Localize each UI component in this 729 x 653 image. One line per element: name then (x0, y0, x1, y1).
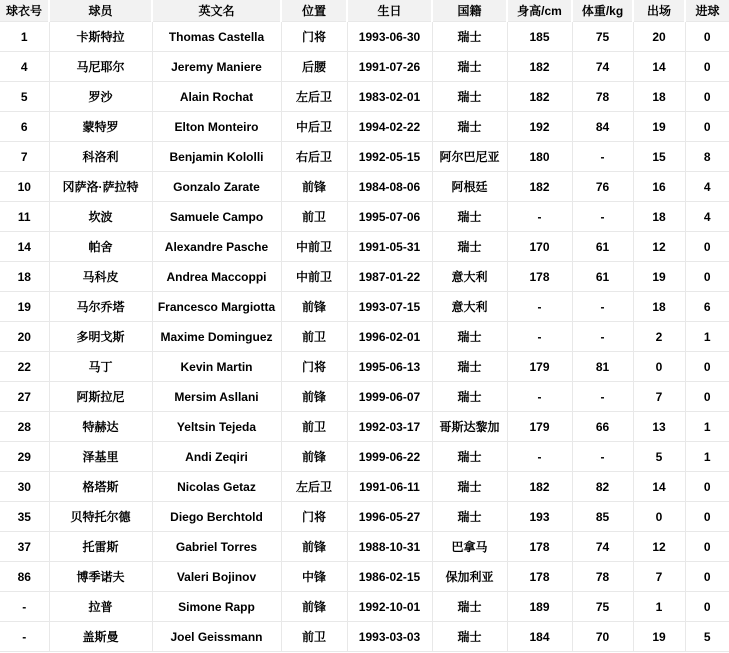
table-cell: 6 (0, 112, 49, 142)
table-cell: 84 (572, 112, 633, 142)
table-cell: 61 (572, 262, 633, 292)
table-cell: Diego Berchtold (152, 502, 281, 532)
table-row (0, 52, 729, 82)
table-cell: - (507, 322, 572, 352)
table-cell: - (0, 622, 49, 652)
table-cell: 20 (633, 22, 685, 52)
table-cell: Benjamin Kololli (152, 142, 281, 172)
table-cell: 阿斯拉尼 (49, 382, 152, 412)
table-cell: 前卫 (281, 202, 347, 232)
table-cell: - (572, 322, 633, 352)
table-cell: Gabriel Torres (152, 532, 281, 562)
table-cell: 0 (685, 592, 729, 622)
table-cell: 左后卫 (281, 82, 347, 112)
table-cell: Alain Rochat (152, 82, 281, 112)
table-cell: Thomas Castella (152, 22, 281, 52)
table-row (0, 22, 729, 52)
table-cell: 1987-01-22 (347, 262, 432, 292)
table-cell: 哥斯达黎加 (432, 412, 507, 442)
column-header: 位置 (281, 0, 347, 22)
table-cell: 1995-07-06 (347, 202, 432, 232)
table-body (0, 22, 729, 652)
table-cell: - (0, 592, 49, 622)
table-cell: 瑞士 (432, 622, 507, 652)
table-row (0, 232, 729, 262)
table-cell: - (507, 202, 572, 232)
table-cell: 瑞士 (432, 202, 507, 232)
table-cell: 前卫 (281, 322, 347, 352)
table-cell: 0 (685, 232, 729, 262)
table-cell: 1993-06-30 (347, 22, 432, 52)
table-cell: 卡斯特拉 (49, 22, 152, 52)
table-cell: 中前卫 (281, 232, 347, 262)
table-cell: Nicolas Getaz (152, 472, 281, 502)
table-cell: 4 (0, 52, 49, 82)
table-cell: 19 (633, 262, 685, 292)
table-cell: 1992-03-17 (347, 412, 432, 442)
table-cell: 科洛利 (49, 142, 152, 172)
table-cell: 189 (507, 592, 572, 622)
column-header: 进球 (685, 0, 729, 22)
table-cell: 5 (685, 622, 729, 652)
column-header: 球衣号 (0, 0, 49, 22)
table-cell: 1991-07-26 (347, 52, 432, 82)
table-cell: 0 (685, 52, 729, 82)
table-cell: 61 (572, 232, 633, 262)
table-cell: 蒙特罗 (49, 112, 152, 142)
table-cell: 马尼耶尔 (49, 52, 152, 82)
table-cell: Andrea Maccoppi (152, 262, 281, 292)
table-cell: 0 (633, 352, 685, 382)
column-header: 英文名 (152, 0, 281, 22)
table-cell: 1995-06-13 (347, 352, 432, 382)
table-cell: Valeri Bojinov (152, 562, 281, 592)
table-cell: 76 (572, 172, 633, 202)
table-row (0, 412, 729, 442)
table-cell: 1988-10-31 (347, 532, 432, 562)
table-cell: 1996-05-27 (347, 502, 432, 532)
table-cell: 马科皮 (49, 262, 152, 292)
table-cell: 10 (0, 172, 49, 202)
table-cell: Mersim Asllani (152, 382, 281, 412)
table-cell: 左后卫 (281, 472, 347, 502)
table-cell: Samuele Campo (152, 202, 281, 232)
table-row (0, 502, 729, 532)
table-cell: 78 (572, 82, 633, 112)
table-cell: 78 (572, 562, 633, 592)
table-cell: 瑞士 (432, 472, 507, 502)
table-cell: 193 (507, 502, 572, 532)
table-cell: 8 (685, 142, 729, 172)
table-cell: 185 (507, 22, 572, 52)
table-row (0, 292, 729, 322)
table-cell: 16 (633, 172, 685, 202)
table-row (0, 352, 729, 382)
table-cell: 15 (633, 142, 685, 172)
column-header: 球员 (49, 0, 152, 22)
table-cell: 阿尔巴尼亚 (432, 142, 507, 172)
table-cell: 意大利 (432, 262, 507, 292)
table-cell: 瑞士 (432, 352, 507, 382)
column-header: 身高/cm (507, 0, 572, 22)
table-cell: 170 (507, 232, 572, 262)
table-cell: Kevin Martin (152, 352, 281, 382)
table-cell: 14 (633, 472, 685, 502)
table-cell: 182 (507, 172, 572, 202)
table-cell: 182 (507, 82, 572, 112)
table-cell: 前锋 (281, 532, 347, 562)
table-cell: 中后卫 (281, 112, 347, 142)
table-cell: 81 (572, 352, 633, 382)
table-cell: 66 (572, 412, 633, 442)
table-row (0, 532, 729, 562)
table-cell: 0 (685, 22, 729, 52)
table-cell: 1996-02-01 (347, 322, 432, 352)
table-cell: 192 (507, 112, 572, 142)
table-cell: Francesco Margiotta (152, 292, 281, 322)
table-cell: 180 (507, 142, 572, 172)
table-cell: 帕舍 (49, 232, 152, 262)
table-cell: 意大利 (432, 292, 507, 322)
table-cell: 前锋 (281, 172, 347, 202)
table-cell: 前锋 (281, 382, 347, 412)
table-cell: 1 (685, 412, 729, 442)
table-cell: 1986-02-15 (347, 562, 432, 592)
table-row (0, 172, 729, 202)
table-cell: 18 (633, 82, 685, 112)
table-cell: 0 (685, 532, 729, 562)
table-cell: Jeremy Maniere (152, 52, 281, 82)
table-cell: 0 (633, 502, 685, 532)
table-cell: 保加利亚 (432, 562, 507, 592)
table-cell: 182 (507, 52, 572, 82)
column-header: 体重/kg (572, 0, 633, 22)
table-cell: 后腰 (281, 52, 347, 82)
table-cell: 18 (633, 202, 685, 232)
table-cell: 瑞士 (432, 592, 507, 622)
table-cell: 28 (0, 412, 49, 442)
table-cell: 0 (685, 382, 729, 412)
table-cell: 7 (633, 382, 685, 412)
table-row (0, 592, 729, 622)
table-cell: 5 (633, 442, 685, 472)
table-cell: 12 (633, 532, 685, 562)
table-cell: 4 (685, 202, 729, 232)
table-cell: Andi Zeqiri (152, 442, 281, 472)
table-cell: 1984-08-06 (347, 172, 432, 202)
table-cell: 特赫达 (49, 412, 152, 442)
table-cell: 5 (0, 82, 49, 112)
table-cell: 托雷斯 (49, 532, 152, 562)
table-cell: 瑞士 (432, 442, 507, 472)
table-cell: 盖斯曼 (49, 622, 152, 652)
table-cell: 前卫 (281, 622, 347, 652)
table-cell: 30 (0, 472, 49, 502)
table-cell: 右后卫 (281, 142, 347, 172)
table-cell: 1 (633, 592, 685, 622)
table-row (0, 322, 729, 352)
table-cell: 拉普 (49, 592, 152, 622)
table-cell: 瑞士 (432, 322, 507, 352)
table-cell: 7 (0, 142, 49, 172)
table-cell: 179 (507, 352, 572, 382)
table-cell: - (572, 382, 633, 412)
table-cell: 0 (685, 502, 729, 532)
table-row (0, 622, 729, 652)
table-cell: - (507, 292, 572, 322)
table-cell: 前锋 (281, 292, 347, 322)
table-cell: 0 (685, 562, 729, 592)
table-cell: 1992-05-15 (347, 142, 432, 172)
table-cell: 0 (685, 352, 729, 382)
table-cell: 1 (0, 22, 49, 52)
table-cell: 184 (507, 622, 572, 652)
table-cell: 0 (685, 472, 729, 502)
table-cell: 178 (507, 562, 572, 592)
table-cell: 门将 (281, 22, 347, 52)
table-row (0, 382, 729, 412)
table-cell: 20 (0, 322, 49, 352)
table-cell: 瑞士 (432, 502, 507, 532)
table-cell: Yeltsin Tejeda (152, 412, 281, 442)
table-cell: 85 (572, 502, 633, 532)
table-cell: - (572, 292, 633, 322)
table-cell: Maxime Dominguez (152, 322, 281, 352)
table-cell: 中锋 (281, 562, 347, 592)
table-cell: 18 (0, 262, 49, 292)
table-cell: 37 (0, 532, 49, 562)
table-row (0, 202, 729, 232)
table-cell: 巴拿马 (432, 532, 507, 562)
table-cell: 70 (572, 622, 633, 652)
table-cell: 1993-03-03 (347, 622, 432, 652)
table-cell: 1 (685, 322, 729, 352)
table-cell: 178 (507, 532, 572, 562)
table-cell: 中前卫 (281, 262, 347, 292)
table-cell: 75 (572, 22, 633, 52)
table-cell: 1 (685, 442, 729, 472)
table-cell: 0 (685, 82, 729, 112)
table-cell: 13 (633, 412, 685, 442)
column-header: 生日 (347, 0, 432, 22)
table-cell: 27 (0, 382, 49, 412)
table-cell: 18 (633, 292, 685, 322)
table-cell: 1999-06-22 (347, 442, 432, 472)
table-cell: Elton Monteiro (152, 112, 281, 142)
table-cell: 19 (0, 292, 49, 322)
table-cell: 1991-06-11 (347, 472, 432, 502)
table-cell: 2 (633, 322, 685, 352)
table-cell: 1992-10-01 (347, 592, 432, 622)
table-cell: 82 (572, 472, 633, 502)
table-cell: 182 (507, 472, 572, 502)
table-cell: 贝特托尔德 (49, 502, 152, 532)
table-cell: 1999-06-07 (347, 382, 432, 412)
table-cell: - (507, 442, 572, 472)
table-cell: Gonzalo Zarate (152, 172, 281, 202)
table-cell: 1991-05-31 (347, 232, 432, 262)
table-cell: 泽基里 (49, 442, 152, 472)
table-cell: 35 (0, 502, 49, 532)
table-cell: 门将 (281, 352, 347, 382)
table-cell: 178 (507, 262, 572, 292)
table-cell: 1983-02-01 (347, 82, 432, 112)
table-cell: 6 (685, 292, 729, 322)
column-header: 出场 (633, 0, 685, 22)
table-cell: 74 (572, 52, 633, 82)
table-cell: - (572, 142, 633, 172)
table-cell: 瑞士 (432, 232, 507, 262)
table-cell: 75 (572, 592, 633, 622)
table-cell: 179 (507, 412, 572, 442)
table-cell: 19 (633, 112, 685, 142)
table-row (0, 562, 729, 592)
table-cell: 14 (633, 52, 685, 82)
table-cell: 阿根廷 (432, 172, 507, 202)
table-cell: 瑞士 (432, 52, 507, 82)
table-cell: 博季诺夫 (49, 562, 152, 592)
table-cell: 4 (685, 172, 729, 202)
table-cell: 瑞士 (432, 82, 507, 112)
table-cell: 瑞士 (432, 112, 507, 142)
table-cell: 门将 (281, 502, 347, 532)
table-cell: 0 (685, 112, 729, 142)
table-cell: 86 (0, 562, 49, 592)
table-cell: 7 (633, 562, 685, 592)
table-cell: 1993-07-15 (347, 292, 432, 322)
table-cell: 12 (633, 232, 685, 262)
table-cell: 马尔乔塔 (49, 292, 152, 322)
table-cell: 前卫 (281, 412, 347, 442)
table-cell: 29 (0, 442, 49, 472)
column-header: 国籍 (432, 0, 507, 22)
table-cell: 14 (0, 232, 49, 262)
table-cell: Joel Geissmann (152, 622, 281, 652)
table-cell: 前锋 (281, 442, 347, 472)
table-cell: 冈萨洛·萨拉特 (49, 172, 152, 202)
table-cell: - (572, 442, 633, 472)
table-row (0, 262, 729, 292)
table-row (0, 82, 729, 112)
table-cell: 瑞士 (432, 382, 507, 412)
header-row (0, 0, 729, 22)
table-cell: - (507, 382, 572, 412)
table-cell: - (572, 202, 633, 232)
table-cell: 罗沙 (49, 82, 152, 112)
table-cell: 11 (0, 202, 49, 232)
table-cell: 马丁 (49, 352, 152, 382)
table-cell: 1994-02-22 (347, 112, 432, 142)
table-cell: 多明戈斯 (49, 322, 152, 352)
table-cell: Alexandre Pasche (152, 232, 281, 262)
table-cell: 格塔斯 (49, 472, 152, 502)
table-cell: 瑞士 (432, 22, 507, 52)
table-cell: 前锋 (281, 592, 347, 622)
table-cell: 坎波 (49, 202, 152, 232)
table-cell: 19 (633, 622, 685, 652)
table-cell: 0 (685, 262, 729, 292)
table-row (0, 112, 729, 142)
table-cell: 22 (0, 352, 49, 382)
table-row (0, 142, 729, 172)
table-cell: Simone Rapp (152, 592, 281, 622)
table-cell: 74 (572, 532, 633, 562)
table-row (0, 472, 729, 502)
table-row (0, 442, 729, 472)
